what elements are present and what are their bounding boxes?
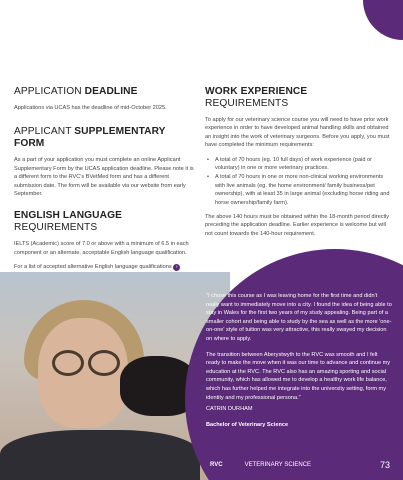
supplementary-heading [14,126,194,150]
footer-section: VETERINARY SCIENCE [244,462,312,468]
english-heading [14,210,194,234]
arrow-icon: › [173,264,180,271]
deadline-heading-plain: APPLICATION [14,86,85,97]
glasses-lens-right [88,350,120,376]
photo-shirt [0,430,200,480]
work-heading-bold: WORK EXPERIENCE [205,86,308,97]
supplementary-heading-bold: SUPPLEMENTARY FORM [14,126,166,150]
footer-brand: RVC [210,462,223,468]
deadline-heading [14,86,194,98]
work-intro: To apply for our veterinary science course you will need to have prior work experience in order to have developed animal handling skills and obtained an insight into the work of veterinary surgeons. Before you apply, you must have completed the minimum requirements: [205,117,390,149]
quote-author: CATRIN DURHAM [206,406,253,413]
page-number: 73 [379,460,390,470]
english-heading-bold: ENGLISH LANGUAGE [14,210,123,222]
quote-paragraph-1: "I chose this course as I was leaving home for the first time and didn't really want to immediately move into a city. I found the idea of being able to stay in Wales for the first two years of my study appealing. Being part of a smaller cohort and being able to study by the sea as well as the more 'one-on-one' style of tuition was very attractive, this really swayed my decision on where to apply. [206,293,392,342]
list-item: • A total of 70 hours (eg. 10 full days) of work experience (paid or voluntary) in one or more veterinary practices. [215,156,391,173]
work-note: The above 140 hours must be obtained within the 18-month period directly preceding the application deadline. Earlier experience is welcome but will not count towards the 140-hour requirement. [205,214,390,237]
glasses-lens-left [52,350,84,376]
left-column [14,86,194,280]
testimonial-quote [206,292,392,436]
deadline-heading-bold: DEADLINE [84,86,138,97]
page-footer [210,460,390,470]
work-heading-plain: REQUIREMENTS [205,98,289,109]
photo-glasses [52,350,122,374]
supplementary-text: As a part of your application you must complete an online Applicant Supplementary Form by the UCAS application deadline. Please note it is a different form to the RVC's BVetMed form and has a different submission date. The form will be available via our website from early September. [14,157,194,198]
list-item: • A total of 70 hours in one or more non-clinical working environments with live animals (eg. the home environment/ family business/pet ownership), with at least 35 in large animal (excluding horse riding and horse ownership/family farm). [215,173,391,207]
corner-decoration [363,0,403,40]
english-text: IELTS (Academic) score of 7.0 or above with a minimum of 6.5 in each component or an alternate, acceptable English language qualification. [14,241,189,256]
work-bullets [205,156,391,207]
work-heading [205,86,391,110]
quote-paragraph-2: The transition between Aberystwyth to the RVC was smooth and I felt ready to make the move when it was our time to advance and continue my education at the RVC. The RVC also has an amazing sporting and social community, which has allowed me to develop a healthy work life balance, which has further helped me integrate into the university setting, form my identity and my professional persona." [206,351,391,401]
right-column [205,86,391,244]
english-heading-plain: REQUIREMENTS [14,222,98,234]
deadline-text: Applications via UCAS has the deadline of mid-October 2025. [14,105,167,111]
quote-role: Bachelor of Veterinary Science [206,421,289,428]
supplementary-heading-plain: APPLICANT [14,126,75,138]
english-list-label: For a list of accepted alternative English language qualifications [14,264,172,271]
